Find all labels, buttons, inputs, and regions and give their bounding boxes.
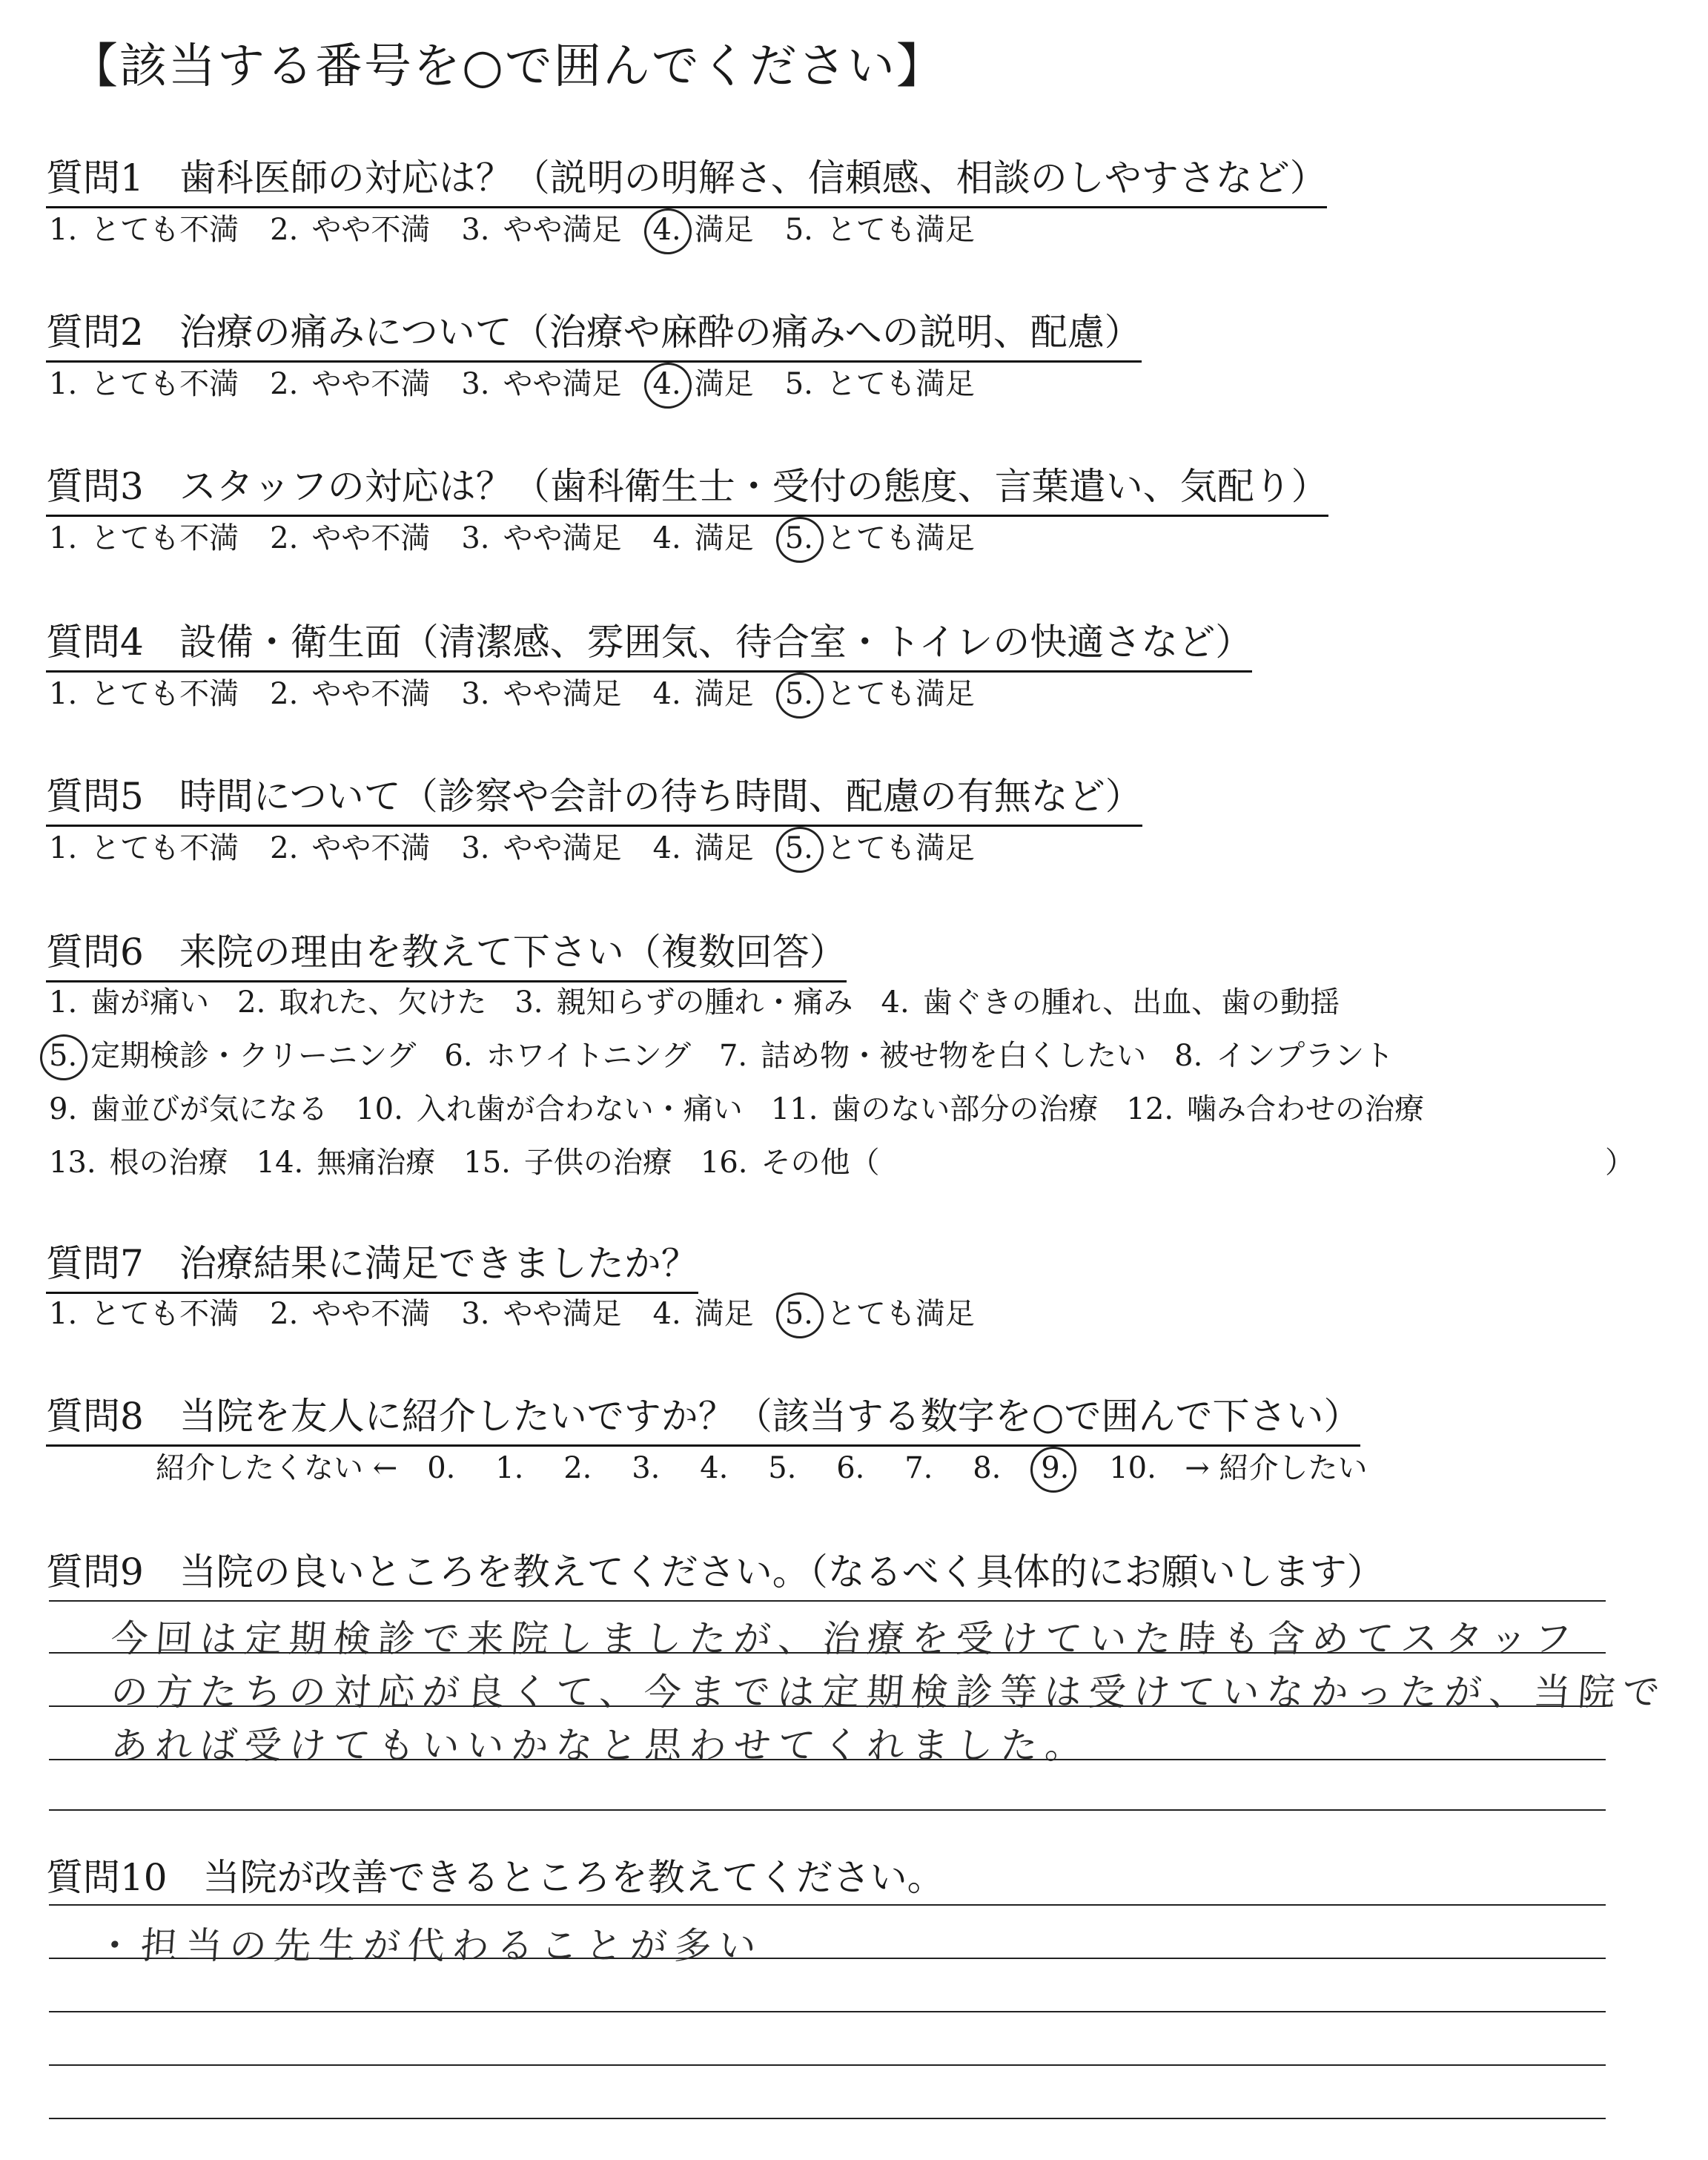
question-1-title (46, 148, 1327, 208)
question-5-options (49, 825, 1006, 867)
option-number: 8. (1174, 1039, 1203, 1073)
question-2-options (49, 360, 1006, 403)
option-label: ホワイトニング (486, 1039, 691, 1073)
option-label: 歯並びが気になる (90, 1092, 328, 1126)
option-number: 3. (461, 213, 490, 247)
scale-option-2[interactable] (270, 1290, 430, 1332)
option-label: やや満足 (503, 521, 622, 555)
option-number: 2. (270, 831, 299, 865)
option-label: とても不満 (90, 1297, 239, 1331)
option-number: 4. (652, 677, 681, 711)
reason-option-12[interactable] (1126, 1086, 1424, 1128)
question-number: 質問1 (46, 156, 144, 199)
option-number: 4. (652, 831, 681, 865)
option-number: 2. (270, 213, 299, 247)
option-label: とても満足 (826, 1297, 975, 1331)
option-number: 14. (256, 1146, 304, 1180)
option-number: 6. (444, 1039, 473, 1073)
scale-right-label: → 紹介したい (1185, 1451, 1368, 1485)
scale-option-3[interactable] (461, 515, 621, 557)
option-label: 満足 (694, 831, 754, 865)
option-number: 4. (881, 985, 910, 1020)
answer-line (49, 2064, 1606, 2066)
option-number: 13. (49, 1146, 96, 1180)
question-7-options (49, 1290, 1006, 1332)
reason-option-4[interactable] (881, 979, 1340, 1021)
option-number: 2. (270, 367, 299, 401)
question-8-title (46, 1387, 1360, 1447)
option-label: とても不満 (90, 831, 239, 865)
scale-option-1[interactable] (49, 206, 239, 248)
question-6-options-row-4 (49, 1139, 908, 1181)
question-6-options-row-2 (49, 1032, 1422, 1074)
question-6-options-row-3 (49, 1086, 1452, 1128)
question-text: 歯科医師の対応は？（説明の明解さ、信頼感、相談のしやすさなど） (179, 156, 1327, 199)
scale-option-2[interactable] (270, 670, 430, 713)
option-number: 4. (652, 213, 681, 247)
option-number: 5. (49, 1039, 78, 1073)
option-label: インプラント (1216, 1039, 1394, 1073)
scale-option-4[interactable] (653, 206, 754, 248)
option-label: やや不満 (311, 1297, 431, 1331)
option-number: 7. (718, 1039, 748, 1073)
reason-option-7[interactable] (719, 1032, 1146, 1074)
scale-option-3[interactable] (461, 1290, 621, 1332)
scale-option-3[interactable] (461, 206, 621, 248)
option-label: やや不満 (311, 677, 431, 711)
option-number: 2. (270, 521, 299, 555)
scale-value-2[interactable]: 2. (563, 1451, 592, 1485)
scale-option-2[interactable] (270, 515, 430, 557)
scale-value-7[interactable]: 7. (904, 1451, 933, 1485)
scale-option-3[interactable] (461, 670, 621, 713)
reason-option-8[interactable] (1174, 1032, 1394, 1074)
scale-value-1[interactable]: 1. (495, 1451, 524, 1485)
question-text: 当院が改善できるところを教えてください。 (202, 1856, 944, 1899)
option-number: 5. (784, 831, 813, 865)
question-text: スタッフの対応は？（歯科衛生士・受付の態度、言葉遣い、気配り） (179, 465, 1328, 508)
option-label: その他（ (761, 1146, 880, 1180)
reason-option-11[interactable] (771, 1086, 1099, 1128)
reason-option-6[interactable] (444, 1032, 691, 1074)
option-number: 5. (784, 677, 813, 711)
option-label: やや満足 (503, 1297, 622, 1331)
option-number: 1. (49, 831, 78, 865)
scale-option-1[interactable] (49, 360, 239, 403)
question-5-title (46, 767, 1142, 827)
reason-option-16[interactable] (701, 1139, 880, 1181)
option-label: とても満足 (826, 831, 975, 865)
question-text: 来院の理由を教えて下さい（複数回答） (179, 931, 847, 974)
scale-option-5[interactable] (785, 515, 975, 557)
scale-option-3[interactable] (461, 825, 621, 867)
option-number: 1. (49, 677, 78, 711)
option-number: 4. (652, 1297, 681, 1331)
q10-answer-line-1: ・担当の先生が代わることが多い (94, 1924, 765, 1967)
option-number: 5. (784, 1297, 813, 1331)
question-2-title (46, 303, 1142, 363)
option-number: 5. (784, 367, 813, 401)
option-number: 10. (356, 1092, 403, 1126)
option-number: 12. (1126, 1092, 1174, 1126)
option-number: 5. (784, 213, 813, 247)
q9-answer-line-3: あれば受けてもいいかなと思わせてくれました。 (109, 1724, 1091, 1767)
option-label: 噛み合わせの治療 (1187, 1092, 1425, 1126)
option-number: 2. (270, 1297, 299, 1331)
option-number: 1. (49, 985, 78, 1020)
option-label: とても不満 (90, 521, 239, 555)
scale-option-4[interactable] (653, 515, 754, 557)
question-text: 当院の良いところを教えてください。（なるべく具体的にお願いします） (179, 1550, 1384, 1593)
option-label: とても満足 (826, 521, 975, 555)
option-label: やや満足 (503, 213, 622, 247)
question-number: 質問3 (46, 465, 144, 508)
question-number: 質問2 (46, 311, 144, 354)
scale-value-10[interactable]: 10. (1109, 1451, 1156, 1485)
question-number: 質問6 (46, 931, 144, 974)
option-number: 9. (49, 1092, 78, 1126)
option-label: 歯ぐきの腫れ、出血、歯の動揺 (922, 985, 1340, 1020)
option-number: 15. (463, 1146, 511, 1180)
question-10-title (46, 1848, 944, 1901)
question-4-title (46, 612, 1252, 673)
option-label: やや不満 (311, 367, 431, 401)
question-text: 治療結果に満足できましたか？ (179, 1242, 698, 1285)
option-label: 取れた、欠けた (279, 985, 487, 1020)
reason-option-10[interactable] (356, 1086, 743, 1128)
option-label: やや不満 (311, 831, 431, 865)
reason-option-15[interactable] (463, 1139, 672, 1181)
option-label: やや不満 (311, 521, 431, 555)
scale-value-9[interactable]: 9. (1041, 1451, 1109, 1485)
scale-option-5[interactable] (785, 206, 975, 248)
question-number: 質問8 (46, 1395, 144, 1438)
question-text: 当院を友人に紹介したいですか？（該当する数字を○で囲んで下さい） (179, 1395, 1361, 1438)
option-label: 子供の治療 (523, 1146, 672, 1180)
reason-option-5[interactable] (49, 1032, 416, 1074)
recommend-scale (156, 1444, 1367, 1487)
option-label: とても不満 (90, 367, 239, 401)
option-label: 歯のない部分の治療 (831, 1092, 1099, 1126)
scale-option-2[interactable] (270, 360, 430, 403)
scale-option-4[interactable] (653, 825, 754, 867)
reason-option-14[interactable] (256, 1139, 436, 1181)
other-close-paren: ） (1605, 1146, 1635, 1180)
option-label: 満足 (694, 677, 754, 711)
reason-option-13[interactable] (49, 1139, 228, 1181)
scale-option-5[interactable] (785, 670, 975, 713)
option-label: 歯が痛い (90, 985, 210, 1020)
question-text: 治療の痛みについて（治療や麻酔の痛みへの説明、配慮） (179, 311, 1142, 354)
answer-line (49, 2011, 1606, 2012)
scale-option-1[interactable] (49, 670, 239, 713)
option-number: 1. (49, 213, 78, 247)
answer-line (49, 1600, 1606, 1602)
scale-option-1[interactable] (49, 1290, 239, 1332)
option-number: 5. (784, 521, 813, 555)
question-text: 時間について（診察や会計の待ち時間、配慮の有無など） (179, 775, 1142, 818)
question-6-title (46, 922, 847, 982)
option-label: 親知らずの腫れ・痛み (556, 985, 853, 1020)
answer-line (49, 1809, 1606, 1811)
option-label: 根の治療 (109, 1146, 228, 1180)
scale-option-2[interactable] (270, 206, 430, 248)
option-label: 詰め物・被せ物を白くしたい (761, 1039, 1147, 1073)
question-4-options (49, 670, 1006, 713)
option-label: とても満足 (826, 367, 975, 401)
scale-value-8[interactable]: 8. (973, 1451, 1002, 1485)
scale-option-2[interactable] (270, 825, 430, 867)
option-label: やや不満 (311, 213, 431, 247)
option-label: 満足 (694, 367, 754, 401)
option-number: 2. (270, 677, 299, 711)
scale-value-3[interactable]: 3. (632, 1451, 661, 1485)
q9-answer-line-2: の方たちの対応が良くて、今までは定期検診等は受けていなかったが、当院で (109, 1671, 1669, 1714)
question-number: 質問9 (46, 1550, 144, 1593)
answer-line (49, 2118, 1606, 2119)
option-label: やや満足 (503, 831, 622, 865)
question-number: 質問4 (46, 621, 144, 664)
option-number: 3. (461, 677, 490, 711)
option-number: 4. (652, 521, 681, 555)
option-label: 満足 (694, 1297, 754, 1331)
option-label: 満足 (694, 521, 754, 555)
option-label: とても満足 (826, 677, 975, 711)
question-7-title (46, 1234, 698, 1294)
option-label: 無痛治療 (317, 1146, 436, 1180)
page-heading: 【該当する番号を○で囲んでください】 (70, 39, 945, 94)
scale-value-6[interactable]: 6. (836, 1451, 865, 1485)
question-text: 設備・衛生面（清潔感、雰囲気、待合室・トイレの快適さなど） (179, 621, 1253, 664)
option-label: とても満足 (826, 213, 975, 247)
option-number: 1. (49, 1297, 78, 1331)
scale-option-4[interactable] (653, 360, 754, 403)
option-label: やや満足 (503, 367, 622, 401)
scale-option-4[interactable] (653, 1290, 754, 1332)
scale-value-4[interactable]: 4. (700, 1451, 729, 1485)
scale-option-5[interactable] (785, 360, 975, 403)
option-number: 4. (652, 367, 681, 401)
option-number: 1. (49, 367, 78, 401)
scale-value-5[interactable]: 5. (768, 1451, 797, 1485)
scale-left-label: 紹介したくない ← (156, 1451, 398, 1485)
reason-option-1[interactable] (49, 979, 209, 1021)
option-label: 定期検診・クリーニング (90, 1039, 417, 1073)
reason-option-3[interactable] (514, 979, 853, 1021)
option-number: 3. (461, 831, 490, 865)
option-label: 満足 (694, 213, 754, 247)
scale-option-1[interactable] (49, 825, 239, 867)
option-number: 11. (770, 1092, 818, 1126)
question-1-options (49, 206, 1006, 248)
question-3-title (46, 457, 1328, 517)
reason-option-9[interactable] (49, 1086, 328, 1128)
scale-option-4[interactable] (653, 670, 754, 713)
option-number: 3. (461, 521, 490, 555)
option-label: とても不満 (90, 677, 239, 711)
scale-option-5[interactable] (785, 825, 975, 867)
option-number: 1. (49, 521, 78, 555)
scale-option-3[interactable] (461, 360, 621, 403)
option-label: 入れ歯が合わない・痛い (416, 1092, 743, 1126)
option-label: とても不満 (90, 213, 239, 247)
scale-option-1[interactable] (49, 515, 239, 557)
scale-value-0[interactable]: 0. (427, 1451, 456, 1485)
question-9-title (46, 1542, 1384, 1596)
scale-values (427, 1451, 1177, 1485)
option-number: 3. (461, 1297, 490, 1331)
question-number: 質問10 (46, 1856, 168, 1899)
reason-option-2[interactable] (237, 979, 486, 1021)
option-number: 3. (461, 367, 490, 401)
answer-line (49, 1904, 1606, 1906)
option-number: 2. (237, 985, 266, 1020)
option-number: 16. (700, 1146, 748, 1180)
question-3-options (49, 515, 1006, 557)
question-number: 質問5 (46, 775, 144, 818)
option-number: 3. (514, 985, 543, 1020)
option-label: やや満足 (503, 677, 622, 711)
question-number: 質問7 (46, 1242, 144, 1285)
scale-option-5[interactable] (785, 1290, 975, 1332)
q9-answer-line-1: 今回は定期検診で来院しましたが、治療を受けていた時も含めてスタッフ (109, 1617, 1580, 1660)
question-6-options-row-1 (49, 979, 1368, 1021)
